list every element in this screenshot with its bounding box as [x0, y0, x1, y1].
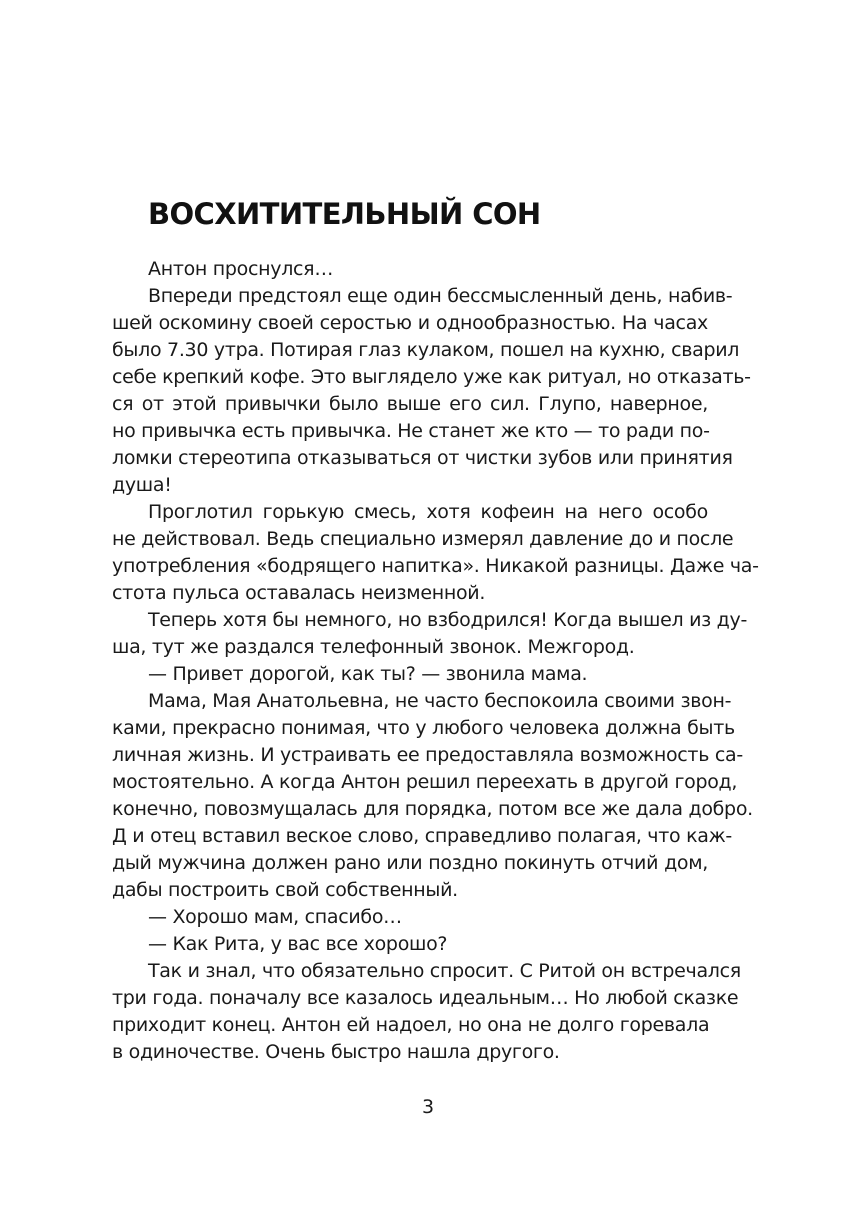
body-text: [112, 256, 759, 1066]
text-line: не действовал. Ведь специально измерял давление до и после: [112, 528, 734, 550]
text-line: Впереди предстоял еще один бессмысленный день, набив-: [148, 285, 733, 307]
text-line: три года. поначалу все казалось идеальным… Но любой сказке: [112, 987, 739, 1009]
text-line: душа!: [112, 474, 172, 496]
text-line: Теперь хотя бы немного, но взбодрился! Когда вышел из ду-: [148, 609, 747, 631]
text-line: — Как Рита, у вас все хорошо?: [148, 933, 448, 955]
text-line: — Хорошо мам, спасибо…: [148, 906, 402, 928]
text-line: Мама, Мая Анатольевна, не часто беспокоила своими звон-: [148, 690, 732, 712]
text-line: ками, прекрасно понимая, что у любого человека должна быть: [112, 717, 735, 739]
text-line: личная жизнь. И устраивать ее предоставляла возможность са-: [112, 744, 743, 766]
text-line: Антон проснулся…: [148, 258, 334, 280]
text-line: себе крепкий кофе. Это выглядело уже как ритуал, но отказать-: [112, 366, 751, 388]
text-line: конечно, повозмущалась для порядка, потом все же дала добро.: [112, 798, 753, 820]
text-line: но привычка есть привычка. Не станет же кто — то ради по-: [112, 420, 710, 442]
text-line: было 7.30 утра. Потирая глаз кулаком, пошел на кухню, сварил: [112, 339, 740, 361]
text-line: стота пульса оставалась неизменной.: [112, 582, 486, 604]
text-line: приходит конец. Антон ей надоел, но она не долго горевала: [112, 1014, 710, 1036]
text-line: в одиночестве. Очень быстро нашла другого.: [112, 1041, 560, 1063]
text-line: мостоятельно. А когда Антон решил переехать в другой город,: [112, 771, 738, 793]
text-line: ша, тут же раздался телефонный звонок. Межгород.: [112, 636, 635, 658]
text-line: Так и знал, что обязательно спросит. С Ритой он встречался: [148, 960, 741, 982]
text-line: ся от этой привычки было выше его сил. Глупо, наверное,: [112, 393, 708, 415]
text-line: — Привет дорогой, как ты? — звонила мама.: [148, 663, 588, 685]
page-number: 3: [421, 1096, 435, 1118]
text-line: употребления «бодрящего напитка». Никакой разницы. Даже ча-: [112, 555, 759, 577]
text-line: дый мужчина должен рано или поздно покинуть отчий дом,: [112, 852, 708, 874]
text-line: дабы построить свой собственный.: [112, 879, 458, 901]
text-line: Д и отец вставил веское слово, справедливо полагая, что каж-: [112, 825, 732, 847]
chapter-title: ВОСХИТИТЕЛЬНЫЙ СОН: [148, 197, 541, 231]
text-line: ломки стереотипа отказываться от чистки зубов или принятия: [112, 447, 733, 469]
text-line: Проглотил горькую смесь, хотя кофеин на него особо: [148, 501, 708, 523]
text-line: шей оскомину своей серостью и однообразностью. На часах: [112, 312, 708, 334]
